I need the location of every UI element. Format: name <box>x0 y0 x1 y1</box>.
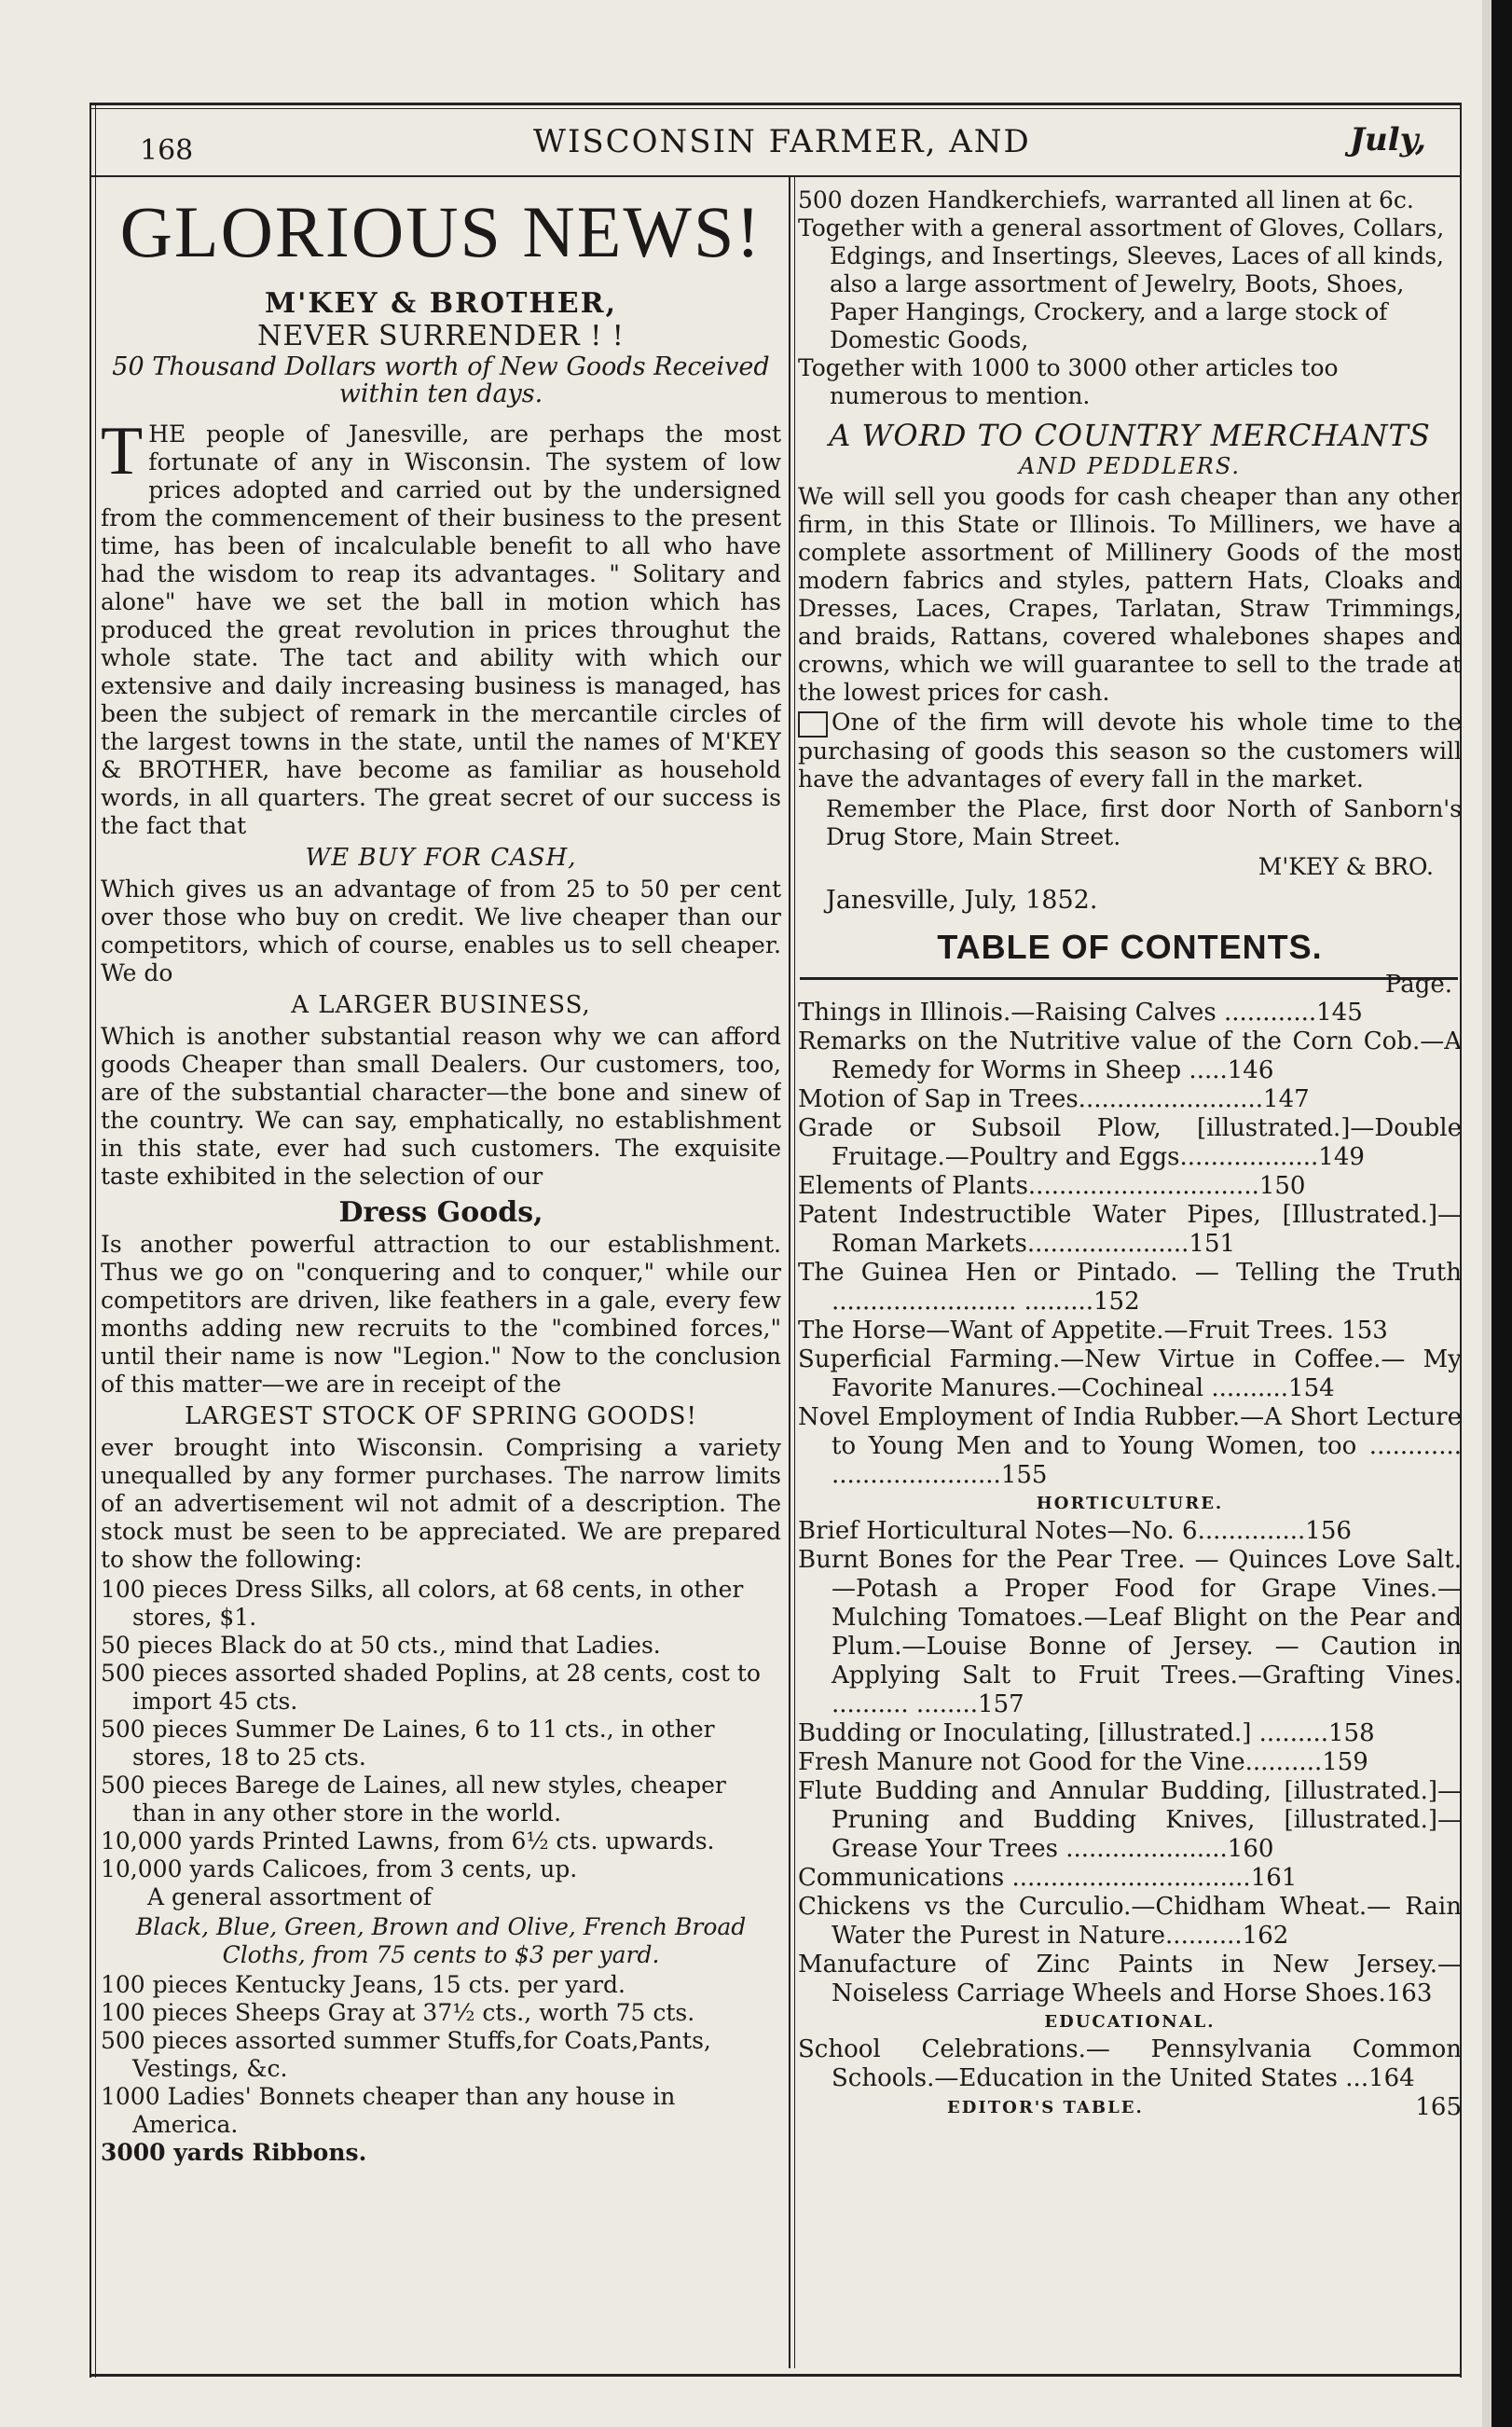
toc-editor-row <box>798 2093 1462 2122</box>
toc-entry: Communications ...............................161 <box>798 1863 1298 1892</box>
goods-item: 500 dozen Handkerchiefs, warranted all linen at 6c. <box>798 186 1414 214</box>
toc-section-editor: EDITOR'S TABLE. <box>947 2097 1144 2117</box>
toc-title: TABLE OF CONTENTS. <box>937 927 1323 966</box>
running-head-title: WISCONSIN FARMER, AND <box>533 123 1031 160</box>
goods-item: 10,000 yards Calicoes, from 3 cents, up. <box>101 1855 578 1882</box>
toc-entry: Superficial Farming.—New Virtue in Coffee.— My Favorite Manures.—Cochineal ..........154 <box>798 1345 1462 1402</box>
received-line-1: 50 Thousand Dollars worth of New Goods Received <box>112 352 770 381</box>
column-divider-inner <box>794 177 795 2368</box>
goods-item: 100 pieces Dress Silks, all colors, at 68 cents, in other stores, $1. <box>101 1576 744 1631</box>
running-head-month: July, <box>1349 121 1426 159</box>
toc-entry: Patent Indestructible Water Pipes, [Illustrated.]—Roman Markets.....................151 <box>798 1200 1462 1258</box>
goods-item: Together with 1000 to 3000 other articles too numerous to mention. <box>798 354 1339 409</box>
larger-business-paragraph: Which is another substantial reason why we can afford goods Cheaper than small Dealers. Our customers, too, are of the substantial character—the bone and sinew of the country. We can say, emphatically, no establishment in this state, ever had such customers. The exquisite taste exhibited in the selection of our <box>101 1023 781 1190</box>
largest-stock-heading: LARGEST STOCK OF SPRING GOODS! <box>185 1402 697 1430</box>
goods-item: 500 pieces Summer De Laines, 6 to 11 cts., in other stores, 18 to 25 cts. <box>101 1716 715 1771</box>
general-assortment: A general assortment of <box>147 1883 433 1910</box>
scan-edge <box>1491 0 1512 2427</box>
ad-dateline: Janesville, July, 1852. <box>826 885 1098 915</box>
right-column <box>798 186 1462 2331</box>
intro-paragraph <box>101 413 781 840</box>
page-number: 168 <box>140 134 194 167</box>
merchants-subheading: AND PEDDLERS. <box>1018 453 1242 479</box>
left-column <box>101 186 781 2331</box>
goods-item: 10,000 yards Printed Lawns, from 6½ cts. upwards. <box>101 1827 715 1855</box>
toc-page-label: Page. <box>1384 970 1452 999</box>
goods-item: 100 pieces Kentucky Jeans, 15 cts. per yard. <box>101 1971 626 1998</box>
merchants-heading: A WORD TO COUNTRY MERCHANTS <box>829 418 1431 453</box>
larger-business-heading: A LARGER BUSINESS, <box>291 991 591 1019</box>
ad-signature: M'KEY & BRO. <box>1258 852 1434 880</box>
drop-cap: T <box>101 413 144 490</box>
firm-paragraph-text: One of the firm will devote his whole time to the purchasing of goods this season so the customers will have the advantages of every fall in the market. <box>798 709 1462 793</box>
top-rule-inner <box>89 108 1462 109</box>
toc-entry: The Guinea Hen or Pintado. — Telling the Truth ........................ .........152 <box>798 1258 1462 1316</box>
toc-entry: Motion of Sap in Trees........................147 <box>798 1084 1310 1113</box>
header-rule <box>89 175 1462 177</box>
bottom-rule <box>89 2374 1462 2377</box>
cash-paragraph: Which gives us an advantage of from 25 to 50 per cent over those who buy on credit. We live cheaper than our competitors, which of course, enables us to sell cheaper. We do <box>101 876 781 986</box>
toc-entry: Grade or Subsoil Plow, [illustrated.]—Double Fruitage.—Poultry and Eggs..................149 <box>798 1113 1462 1171</box>
toc-entry: The Horse—Want of Appetite.—Fruit Trees. 153 <box>798 1316 1388 1345</box>
cloths-line: Black, Blue, Green, Brown and Olive, French Broad Cloths, from 75 cents to $3 per yard. <box>135 1913 747 1968</box>
buy-for-cash-heading: WE BUY FOR CASH, <box>305 844 577 872</box>
goods-item: 500 pieces assorted shaded Poplins, at 28 cents, cost to import 45 cts. <box>101 1660 761 1715</box>
toc-section-educational: EDUCATIONAL. <box>1044 2011 1216 2032</box>
goods-item: 500 pieces Barege de Laines, all new styles, cheaper than in any other store in the world. <box>101 1772 726 1827</box>
dress-goods-paragraph: Is another powerful attraction to our establishment. Thus we go on "conquering and to conquer," while our competitors are driven, like feathers in a gale, every few months adding new recruits to the "combined forces," until their name is now "Legion." Now to the conclusion of this matter—we are in receipt of the <box>101 1231 781 1398</box>
running-header <box>131 114 1436 170</box>
goods-item: Together with a general assortment of Gloves, Collars, Edgings, and Insertings, Sleeves, Laces of all kinds, also a large assortment of Jewelry, Boots, Shoes, Paper Hangings, Crockery, and a large stock of Domestic Goods, <box>798 214 1445 353</box>
toc-entry: Things in Illinois.—Raising Calves ............145 <box>798 998 1363 1027</box>
slogan: NEVER SURRENDER ! ! <box>257 320 625 352</box>
toc-entry: Burnt Bones for the Pear Tree. — Quinces Love Salt.—Potash a Proper Food for Grape Vines.—Mulching Tomatoes.—Leaf Blight on the Pear and Plum.—Louise Bonne of Jersey. — Caution in Applying Salt to Fruit Trees.—Grafting Vines. .......... ........157 <box>798 1545 1462 1718</box>
toc-entry: Manufacture of Zinc Paints in New Jersey.— Noiseless Carriage Wheels and Horse Shoes.163 <box>798 1950 1462 2007</box>
left-border-inner <box>95 103 96 2378</box>
toc-entry: Novel Employment of India Rubber.—A Short Lecture to Young Men and to Young Women, too ............ ......................155 <box>798 1402 1462 1489</box>
intro-text: HE people of Janesville, are perhaps the most fortunate of any in Wisconsin. The system of low prices adopted and carried out by the undersigned from the commencement of their business to the present time, has been of incalculable benefit to all who have had the wisdom to reap its advantages. " Solitary and alone" have we set the ball in motion which has produced the great revolution in prices throughut the whole state. The tact and ability with which our extensive and daily increasing business is managed, has been the subject of remark in the mercantile circles of the largest towns in the state, until the names of M'KEY & BROTHER, have become as familiar as household words, in all quarters. The great secret of our success is the fact that <box>101 421 781 839</box>
dress-goods-heading: Dress Goods, <box>338 1196 543 1229</box>
toc-editor-page: 165 <box>1415 2092 1462 2121</box>
column-divider <box>789 177 790 2368</box>
firm-paragraph <box>798 709 1462 793</box>
received-line-2: within ten days. <box>338 379 543 408</box>
top-rule-outer <box>89 103 1462 105</box>
toc-entry: Fresh Manure not Good for the Vine..........159 <box>798 1747 1368 1776</box>
toc-entry: Brief Horticultural Notes—No. 6..............156 <box>798 1516 1352 1545</box>
goods-item: 50 pieces Black do at 50 cts., mind that Ladies. <box>101 1632 661 1659</box>
toc-entry: Flute Budding and Annular Budding, [illustrated.]—Pruning and Budding Knives, [illustrated.]—Grease Your Trees .....................160 <box>798 1776 1462 1863</box>
left-border <box>89 103 91 2378</box>
toc-entry: School Celebrations.— Pennsylvania Common Schools.—Education in the United States ...164 <box>798 2034 1462 2092</box>
stock-paragraph: ever brought into Wisconsin. Comprising a variety unequalled by any former purchases. The narrow limits of an advertisement wil not admit of a description. The stock must be seen to be appreciated. We are prepared to show the following: <box>101 1434 781 1573</box>
goods-item: 1000 Ladies' Bonnets cheaper than any house in America. <box>101 2083 676 2138</box>
merchants-paragraph: We will sell you goods for cash cheaper than any other firm, in this State or Illinois. To Milliners, we have a complete assortment of Millinery Goods of the most modern fabrics and styles, pattern Hats, Cloaks and Dresses, Laces, Crapes, Tarlatan, Straw Trimmings, and braids, Rattans, covered whalebones shapes and crowns, which we will guarantee to sell to the trade at the lowest prices for cash. <box>798 483 1462 706</box>
goods-item: 100 pieces Sheeps Gray at 37½ cts., worth 75 cts. <box>101 1999 695 2026</box>
toc-entry: Chickens vs the Curculio.—Chidham Wheat.— Rain Water the Purest in Nature..........162 <box>798 1892 1462 1950</box>
firm-name: M'KEY & BROTHER, <box>264 287 618 320</box>
ad-headline: GLORIOUS NEWS! <box>119 191 763 272</box>
toc-entry: Elements of Plants..............................150 <box>798 1171 1306 1200</box>
remember-place: Remember the Place, first door North of Sanborn's Drug Store, Main Street. <box>826 794 1462 850</box>
goods-item: 3000 yards Ribbons. <box>101 2139 367 2166</box>
toc-entry: Budding or Inoculating, [illustrated.] .........158 <box>798 1718 1375 1747</box>
toc-section-horticulture: HORTICULTURE. <box>1036 1493 1224 1513</box>
toc-entry: Remarks on the Nutritive value of the Corn Cob.—A Remedy for Worms in Sheep .....146 <box>798 1027 1462 1084</box>
scan-margin <box>1482 0 1491 2427</box>
pointing-hand-icon <box>798 711 828 738</box>
goods-item: 500 pieces assorted summer Stuffs,for Coats,Pants, Vestings, &c. <box>101 2027 711 2082</box>
